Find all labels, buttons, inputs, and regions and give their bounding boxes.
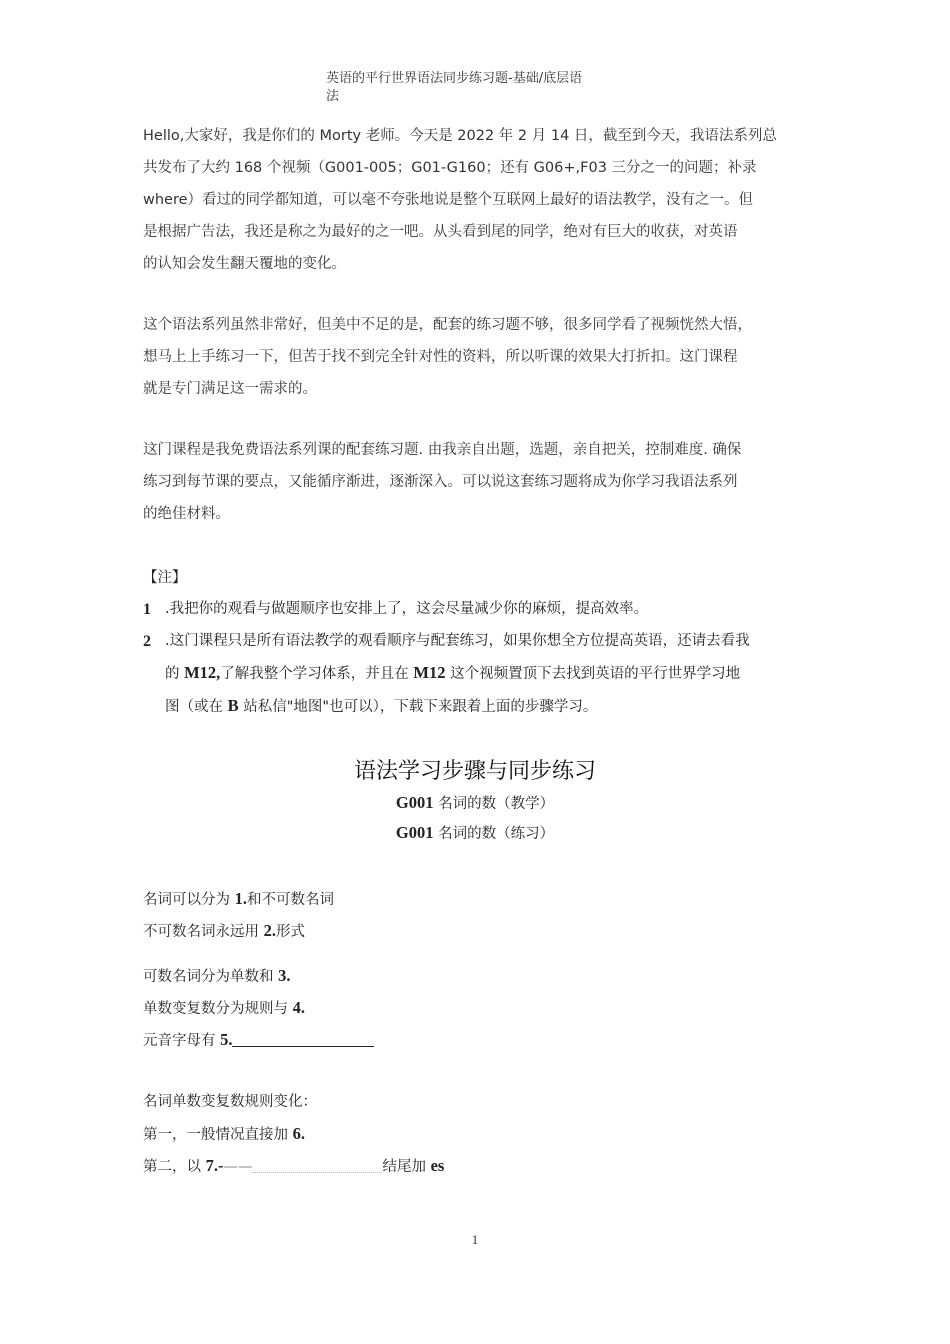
intro-p1-line: Hello,大家好，我是你们的 Morty 老师。今天是 2022 年 2 月 14 日，截至到今天，我语法系列总 <box>143 128 777 144</box>
lesson-teaching <box>0 792 950 813</box>
intro-paragraph-3 <box>143 434 808 530</box>
exercise-line-5 <box>143 1024 743 1057</box>
intro-p2-line: 想马上上手练习一下，但苦于找不到完全针对性的资料，所以听课的效果大打折扣。这门课程 <box>143 349 738 365</box>
intro-p2-line: 这个语法系列虽然非常好，但美中不足的是，配套的练习题不够，很多同学看了视频恍然大悟， <box>143 317 752 333</box>
text-run: 不可数名词永远用 <box>143 924 264 940</box>
lesson-label: 名词的数（教学） <box>433 796 555 812</box>
lesson-code: G001 <box>395 823 434 842</box>
exercise-line-4 <box>143 992 743 1025</box>
lesson-practice <box>0 822 950 843</box>
header-title-line2: 法 <box>326 89 340 104</box>
text-run: 图（或在 <box>165 699 228 715</box>
note-item-2 <box>143 626 813 723</box>
platform-ref: B <box>227 696 239 715</box>
suffix-es: es <box>430 1156 445 1175</box>
text-run: 和不可数名词 <box>246 892 334 908</box>
note-text-line2 <box>165 657 813 690</box>
section-title: 语法学习步骤与同步练习 <box>353 759 596 784</box>
note-number: 2 <box>143 633 151 650</box>
intro-p3-line: 练习到每节课的要点，又能循序渐进，逐渐深入。可以说这套练习题将成为你学习我语法系列 <box>143 474 738 490</box>
text-run: 第一，一般情况直接加 <box>143 1127 293 1143</box>
header-title-line1: 英语的平行世界语法同步练习题-基础/底层语 <box>326 71 583 86</box>
exercise-line-3 <box>143 960 743 993</box>
video-ref: M12 <box>413 663 446 682</box>
intro-p3-line: 这门课程是我免费语法系列课的配套练习题. 由我亲自出题，选题，亲自把关，控制难度. 确保 <box>143 442 742 458</box>
note-text: .我把你的观看与做题顺序也安排上了，这会尽量减少你的麻烦，提高效率。 <box>165 601 649 617</box>
exercise-line-6: 名词单数变复数规则变化： <box>143 1094 317 1110</box>
exercise-line-2 <box>143 915 743 948</box>
lesson-label: 名词的数（练习） <box>433 826 555 842</box>
exercise-line-1 <box>143 883 743 916</box>
text-run: 形式 <box>275 924 305 940</box>
text-run: 了解我整个学习体系，并且在 <box>220 666 414 682</box>
intro-p1-line: 的认知会发生翻天覆地的变化。 <box>143 256 346 272</box>
text-run: 站私信"地图"也可以），下载下来跟着上面的步骤学习。 <box>238 699 598 715</box>
blank-number: 2. <box>263 921 276 940</box>
note-text-line1: .这门课程只是所有语法教学的观看顺序与配套练习，如果你想全方位提高英语，还请去看我 <box>165 633 750 649</box>
blank-number: 3. <box>278 966 291 985</box>
text-run: 第二，以 <box>143 1159 206 1175</box>
intro-p1-line: 共发布了大约 168 个视频（G001-005；G01-G160；还有 G06+,F03 三分之一的问题；补录 <box>143 160 757 176</box>
text-run: 可数名词分为单数和 <box>143 969 279 985</box>
text-run: 结尾加 <box>382 1159 431 1175</box>
intro-p2-line: 就是专门满足这一需求的。 <box>143 381 317 397</box>
video-ref: M12, <box>184 663 221 682</box>
note-number: 1 <box>143 601 151 618</box>
exercise-line-8 <box>143 1150 743 1183</box>
text-run: 元音字母有 <box>143 1033 221 1049</box>
text-run: 这个视频置顶下去找到英语的平行世界学习地 <box>445 666 741 682</box>
intro-paragraph-2 <box>143 309 808 405</box>
note-text-line3 <box>165 690 813 723</box>
answer-blank[interactable] <box>232 1032 374 1047</box>
page-number: 1 <box>471 1232 479 1247</box>
lesson-code: G001 <box>395 793 434 812</box>
page-header <box>326 70 626 106</box>
intro-p1-line: where）看过的同学都知道，可以毫不夸张地说是整个互联网上最好的语法教学，没有之一。但 <box>143 192 754 208</box>
note-item-1 <box>143 594 813 625</box>
answer-blank[interactable] <box>252 1158 382 1173</box>
text-run: 单数变复数分为规则与 <box>143 1001 293 1017</box>
intro-p3-line: 的绝佳材料。 <box>143 506 230 522</box>
note-heading: 【注】 <box>143 570 187 586</box>
blank-number: 5. <box>220 1030 233 1049</box>
exercise-line-7 <box>143 1118 743 1151</box>
text-run: 的 <box>165 666 185 682</box>
intro-paragraph-1 <box>143 120 808 280</box>
blank-number: 7.- <box>205 1156 224 1175</box>
blank-number: 6. <box>292 1124 305 1143</box>
dash-mark: —— <box>223 1159 253 1175</box>
intro-p1-line: 是根据广告法，我还是称之为最好的之一吧。从头看到尾的同学，绝对有巨大的收获，对英语 <box>143 224 738 240</box>
blank-number: 1. <box>234 889 247 908</box>
blank-number: 4. <box>292 998 305 1017</box>
text-run: 名词可以分为 <box>143 892 235 908</box>
